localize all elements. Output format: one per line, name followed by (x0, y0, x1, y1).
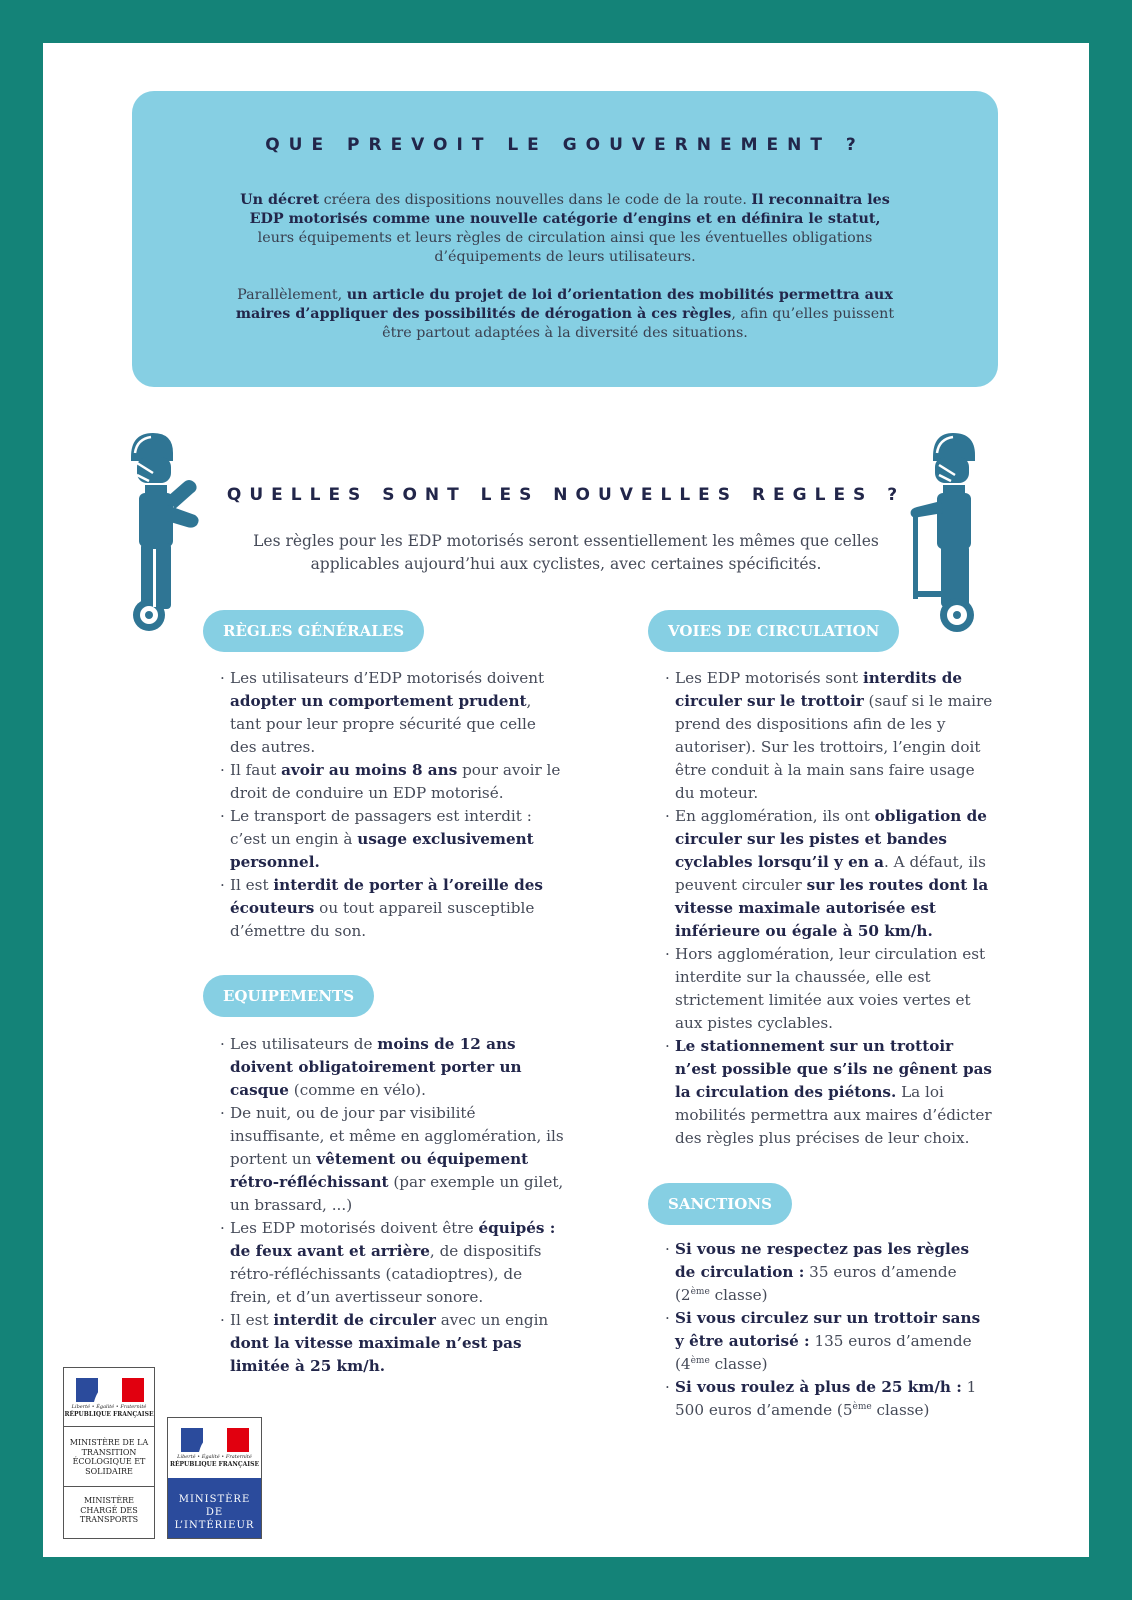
ministry-ecology-text: MINISTÈRE DE LA TRANSITION ÉCOLOGIQUE ET SOLIDAIRE (69, 1438, 149, 1476)
text-run: (comme en vélo). (288, 1081, 426, 1099)
bold-text: Le stationnement sur un trottoir n’est possible que s’ils ne gênent pas la circulation des piétons. (675, 1037, 992, 1101)
bold-text: Un décret (240, 192, 320, 208)
section-equipment-label: EQUIPEMENTS (203, 975, 374, 1017)
equipment-list (220, 1033, 565, 1378)
section-general-label: RÈGLES GÉNÉRALES (203, 610, 424, 652)
bold-text: Il reconnaitra les EDP motorisés comme une nouvelle catégorie d’engins et en définira le statut, (249, 192, 890, 227)
superscript: ème (690, 1355, 710, 1366)
text-run: De nuit, ou de jour par visibilité insuffisante, et même en agglomération, ils portent un (230, 1104, 564, 1168)
republic-text: RÉPUBLIQUE FRANÇAISE (169, 1461, 260, 1468)
marianne-flag-icon (181, 1428, 249, 1452)
bold-text: interdit de circuler (273, 1311, 436, 1329)
list-item (665, 1376, 985, 1422)
text-run: créera des dispositions nouvelles dans le code de la route. (319, 192, 752, 208)
ministry-interior-logo (167, 1417, 262, 1539)
text-run: 1 500 euros d’amende (5 (675, 1378, 977, 1419)
list-item (220, 1309, 565, 1378)
text-run: pour avoir le droit de conduire un EDP motorisé. (230, 761, 561, 802)
text-run: 35 euros d’amende (2 (675, 1263, 957, 1304)
list-item (665, 1238, 985, 1307)
text-run: Parallèlement, (237, 287, 347, 303)
list-item (665, 943, 995, 1035)
text-run: Il est (230, 876, 274, 894)
text-run: (par exemple un gilet, un brassard, ...) (230, 1173, 564, 1214)
republic-text: RÉPUBLIQUE FRANÇAISE (64, 1411, 154, 1418)
government-title: QUE PREVOIT LE GOUVERNEMENT ? (265, 135, 865, 155)
section-sanctions-label: SANCTIONS (648, 1183, 792, 1225)
text-run: . A défaut, ils peuvent circuler (675, 853, 986, 894)
text-run: , tant pour leur propre sécurité que celle des autres. (230, 692, 536, 756)
text-run: Il faut (230, 761, 282, 779)
marianne-flag-icon (76, 1378, 144, 1402)
superscript: ème (690, 1286, 710, 1297)
sanctions-list (665, 1238, 985, 1422)
text-run: classe) (709, 1286, 768, 1304)
text-run: ou tout appareil susceptible d’émettre du son. (230, 899, 535, 940)
text-run: 135 euros d’amende (4 (675, 1332, 972, 1373)
list-item (665, 1307, 985, 1376)
list-item (665, 805, 995, 943)
list-item (220, 759, 565, 805)
government-box (132, 91, 998, 387)
text-run: , de dispositifs rétro-réfléchissants (catadioptres), de frein, et d’un avertisseur sonore. (230, 1242, 542, 1306)
bold-text: usage exclusivement personnel. (230, 830, 534, 871)
text-run: La loi mobilités permettra aux maires d’édicter des règles plus précises de leur choix. (675, 1083, 992, 1147)
bold-text: moins de 12 ans doivent obligatoirement porter un casque (230, 1035, 522, 1099)
text-run: classe) (709, 1355, 768, 1373)
bold-text: interdits de circuler sur le trottoir (675, 669, 962, 710)
text-run: (sauf si le maire prend des dispositions afin de les y autoriser). Sur les trottoirs, l’engin doit être conduit à la main sans faire usage du moteur. (675, 692, 993, 802)
bold-text: un article du projet de loi d’orientation des mobilités permettra aux maires d’appliquer des possibilités de dérogation à ces règles (235, 287, 893, 322)
text-run: Les utilisateurs d’EDP motorisés doivent (230, 669, 545, 687)
list-item (220, 874, 565, 943)
right-rider-illustration-icon (907, 431, 985, 633)
bold-text: Si vous ne respectez pas les règles de circulation : (675, 1240, 970, 1281)
ministry-transport-text: MINISTÈRE CHARGÉ DES TRANSPORTS (79, 1496, 139, 1524)
bold-text: vêtement ou équipement rétro-réfléchissant (230, 1150, 529, 1191)
interior-blue-band (168, 1478, 261, 1538)
list-item (665, 1035, 995, 1150)
list-item (220, 805, 565, 874)
text-run: leurs équipements et leurs règles de circulation ainsi que les éventuelles obligations d’équipements de leurs utilisateurs. (257, 230, 873, 265)
ministry-interior-text: MINISTÈRE DE L’INTÉRIEUR (174, 1494, 255, 1531)
page (43, 43, 1089, 1557)
general-rules-list (220, 667, 565, 943)
list-item (220, 1217, 565, 1309)
rules-intro: Les règles pour les EDP motorisés seront essentiellement les mêmes que celles applicables aujourd’hui aux cyclistes, avec certaines spécificités. (253, 532, 879, 573)
rules-title: QUELLES SONT LES NOUVELLES REGLES ? (226, 485, 906, 505)
bold-text: interdit de porter à l’oreille des écouteurs (230, 876, 543, 917)
list-item (220, 667, 565, 759)
list-item (665, 667, 995, 805)
text-run: Il est (230, 1311, 274, 1329)
bold-text: obligation de circuler sur les pistes et bandes cyclables lorsqu’il y en a (675, 807, 987, 871)
text-run: Les EDP motorisés doivent être (230, 1219, 479, 1237)
bold-text: sur les routes dont la vitesse maximale autorisée est inférieure ou égale à 50 km/h. (675, 876, 989, 940)
bold-text: avoir au moins 8 ans (281, 761, 458, 779)
motto-text: Liberté • Égalité • Fraternité (177, 1454, 252, 1460)
bold-text: équipés : de feux avant et arrière (230, 1219, 556, 1260)
text-run: Le transport de passagers est interdit : c’est un engin à (230, 807, 532, 848)
text-run: Hors agglomération, leur circulation est interdite sur la chaussée, elle est strictement limitée aux voies vertes et aux pistes cyclables. (675, 945, 986, 1032)
bold-text: adopter un comportement prudent (230, 692, 527, 710)
left-rider-illustration-icon (127, 431, 201, 633)
superscript: ème (852, 1401, 872, 1412)
section-lanes-label: VOIES DE CIRCULATION (648, 610, 899, 652)
list-item (220, 1033, 565, 1102)
ministry-ecology-logo (63, 1367, 155, 1539)
motto-text: Liberté • Égalité • Fraternité (71, 1404, 147, 1410)
list-item (220, 1102, 565, 1217)
bold-text: Si vous circulez sur un trottoir sans y être autorisé : (675, 1309, 981, 1350)
text-run: En agglomération, ils ont (675, 807, 875, 825)
government-text (232, 191, 898, 362)
bold-text: dont la vitesse maximale n’est pas limitée à 25 km/h. (230, 1334, 522, 1375)
text-run: Les EDP motorisés sont (675, 669, 863, 687)
government-paragraph-2 (232, 286, 898, 343)
bold-text: Si vous roulez à plus de 25 km/h : (675, 1378, 962, 1396)
text-run: classe) (871, 1401, 930, 1419)
text-run: Les utilisateurs de (230, 1035, 378, 1053)
government-paragraph-1 (232, 191, 898, 267)
lanes-list (665, 667, 995, 1150)
text-run: , afin qu’elles puissent être partout adaptées à la diversité des situations. (382, 306, 895, 341)
text-run: avec un engin (435, 1311, 549, 1329)
